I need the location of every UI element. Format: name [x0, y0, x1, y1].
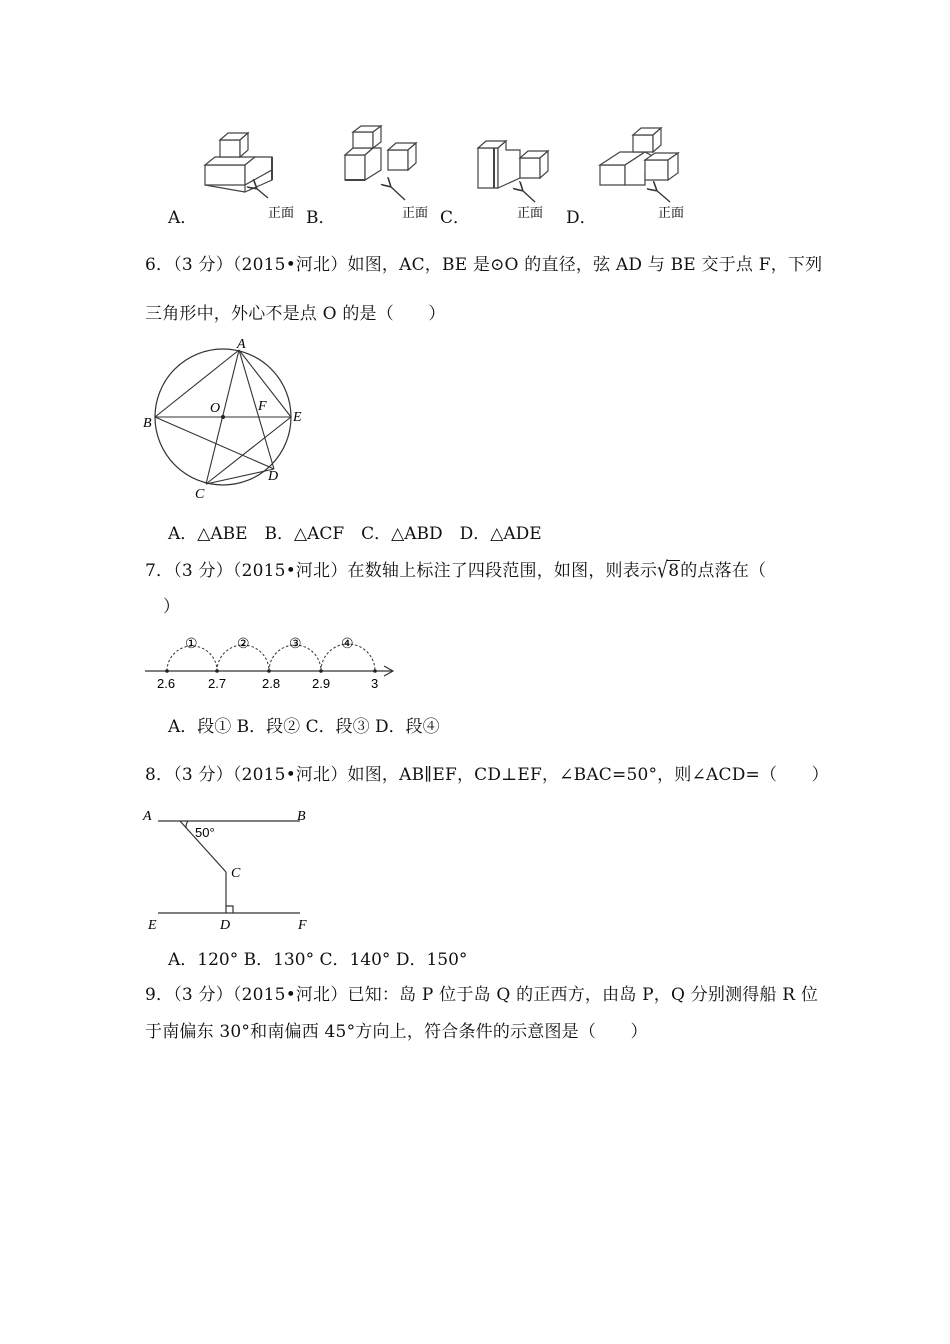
q6-label-f: F: [258, 399, 267, 414]
q7-text-before: 7．（3 分）（2015•河北）在数轴上标注了四段范围，如图，则表示: [145, 561, 658, 581]
q5-option-b-letter: B．: [306, 208, 336, 228]
q6-circle-figure: [138, 336, 318, 506]
q7-segment-3: ③: [289, 636, 302, 652]
solid-b: [345, 126, 416, 180]
q6-label-e: E: [293, 410, 302, 425]
q6-question-line2: 三角形中，外心不是点 O 的是（ ）: [145, 304, 446, 324]
q8-label-c: C: [231, 866, 241, 881]
q6-label-o: O: [210, 401, 221, 416]
q6-question-line1: 6．（3 分）（2015•河北）如图，AC，BE 是⊙O 的直径，弦 AD 与 BE 交于点 F，下列: [145, 255, 823, 275]
q5-front-label-c: 正面: [517, 206, 544, 220]
q7-question-line1: [145, 556, 767, 584]
q6-label-c: C: [195, 487, 205, 502]
q7-tick-2-8: 2.8: [262, 676, 281, 691]
q8-label-b: B: [297, 809, 306, 824]
q5-option-c-letter: C．: [440, 208, 471, 228]
q9-question-line1: 9．（3 分）（2015•河北）已知：岛 P 位于岛 Q 的正西方，由岛 P，Q 分别测得船 R 位: [145, 985, 819, 1005]
q8-label-d: D: [220, 918, 231, 933]
q7-segment-4: ④: [341, 636, 354, 652]
q5-solid-figures: [190, 120, 710, 220]
q7-options: A．段① B．段② C．段③ D．段④: [168, 717, 440, 737]
q6-label-b: B: [143, 416, 152, 431]
q7-tick-2-6: 2.6: [157, 676, 176, 691]
q7-sqrt: √8: [657, 558, 680, 584]
q5-option-a-letter: A．: [168, 208, 198, 228]
solid-a: [205, 133, 272, 192]
q7-segment-2: ②: [237, 636, 250, 652]
q8-label-e: E: [148, 918, 157, 933]
q7-radicand: 8: [668, 561, 680, 581]
q7-number-line: [140, 630, 400, 694]
q8-label-a: A: [143, 809, 152, 824]
solid-d: [600, 128, 678, 185]
q7-text-after: 的点落在（: [680, 561, 767, 581]
solid-c: [478, 141, 548, 188]
q8-question-line1: 8．（3 分）（2015•河北）如图，AB∥EF，CD⊥EF，∠BAC=50°，则∠ACD=（ ）: [145, 765, 829, 785]
q5-option-d-letter: D．: [566, 208, 597, 228]
q7-segment-1: ①: [185, 636, 198, 652]
q5-front-label-a: 正面: [268, 206, 295, 220]
q7-tick-3: 3: [371, 676, 379, 691]
q5-front-label-d: 正面: [658, 206, 685, 220]
q6-label-a: A: [237, 337, 246, 352]
q7-tick-2-9: 2.9: [312, 676, 331, 691]
q8-label-f: F: [298, 918, 307, 933]
q8-parallel-figure: [140, 800, 320, 936]
q6-options: A．△ABE B．△ACF C．△ABD D．△ADE: [168, 524, 542, 544]
q8-angle-label: 50°: [195, 825, 215, 840]
q5-front-label-b: 正面: [402, 206, 429, 220]
q9-question-line2: 于南偏东 30°和南偏西 45°方向上，符合条件的示意图是（ ）: [145, 1022, 648, 1042]
q6-label-d: D: [268, 469, 279, 484]
q7-question-line2: ）: [163, 597, 181, 617]
q8-options: A．120° B．130° C．140° D．150°: [168, 950, 468, 970]
q7-tick-2-7: 2.7: [208, 676, 227, 691]
